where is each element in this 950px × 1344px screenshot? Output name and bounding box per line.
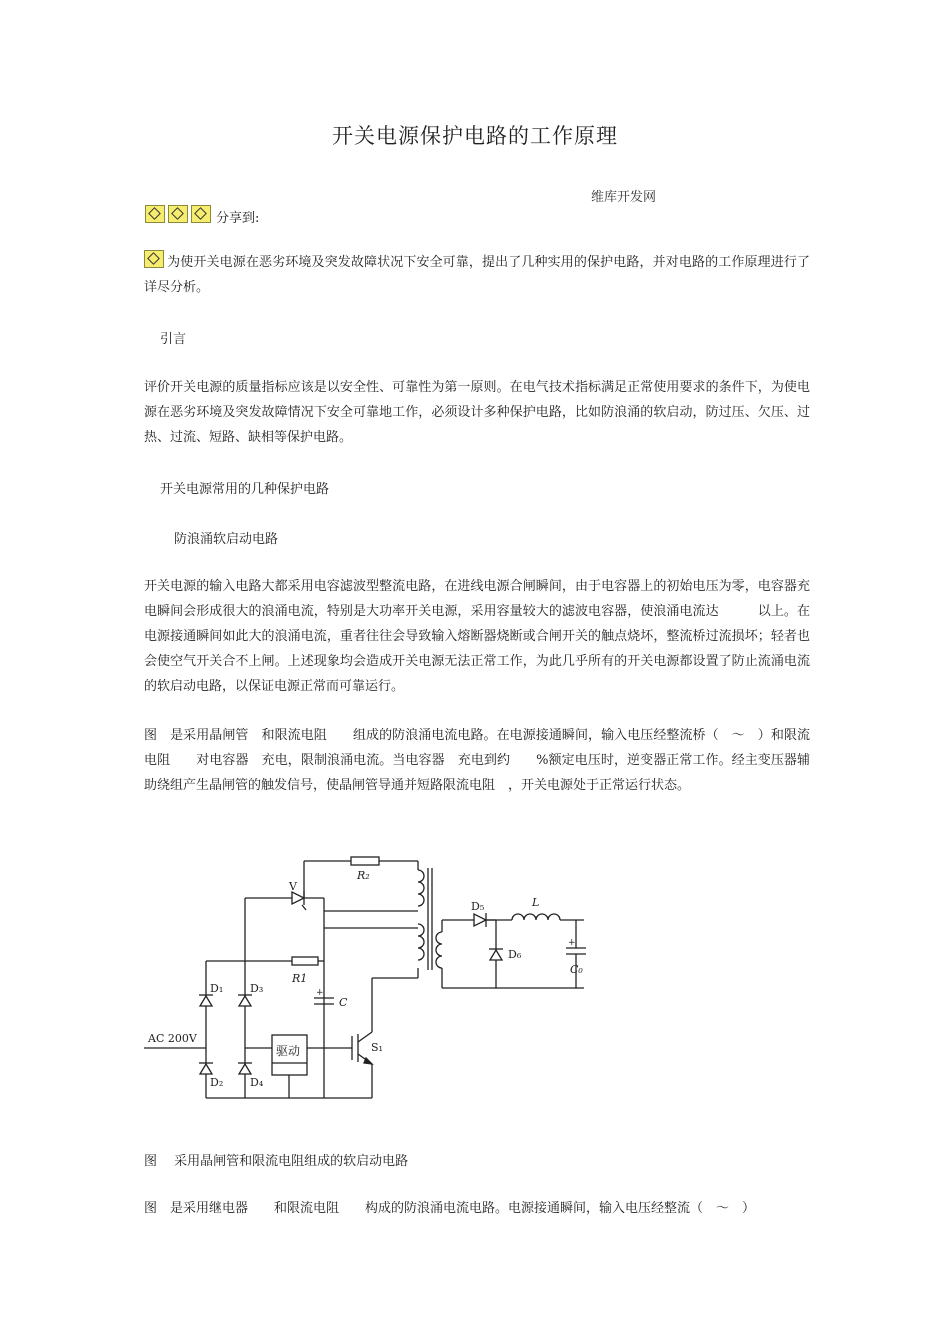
paragraph-3: 图 是采用继电器 和限流电阻 构成的防浪涌电流电路。电源接通瞬间，输入电压经整流（ ～ ） xyxy=(144,1201,756,1216)
intro-paragraph: 评价开关电源的质量指标应该是以安全性、可靠性为第一原则。在电气技术指标满足正常使用要求的条件下，为使电源在恶劣环境及突发故障情况下安全可靠地工作，必须设计多种保护电路，比如防浪涌的软启动，防过压、欠压、过热、过流、短路、缺相等保护电路。 xyxy=(144,380,810,445)
capacitor-co xyxy=(566,948,586,954)
soft-start-circuit-diagram xyxy=(144,848,594,1108)
switch-s1 xyxy=(352,1032,372,1064)
diode-d2 xyxy=(199,1063,213,1074)
resistor-r2 xyxy=(351,857,379,865)
section-heading: 开关电源常用的几种保护电路 xyxy=(160,482,330,497)
r1-label: R1 xyxy=(292,972,308,985)
r2-label: R₂ xyxy=(357,869,370,882)
d2-label: D₂ xyxy=(210,1076,224,1089)
s1-label: S₁ xyxy=(371,1041,383,1054)
share-label[interactable]: 分享到: xyxy=(216,211,260,226)
diode-d1 xyxy=(199,995,213,1006)
image-icon xyxy=(144,250,164,268)
abstract-paragraph xyxy=(144,250,810,300)
image-icon[interactable] xyxy=(191,205,211,223)
page-title: 开关电源保护电路的工作原理 xyxy=(332,124,618,148)
inductor-l xyxy=(512,914,560,920)
intro-heading: 引言 xyxy=(160,332,187,347)
paragraph-1: 开关电源的输入电路大都采用电容滤波型整流电路，在进线电源合闸瞬间，由于电容器上的初始电压为零，电容器充电瞬间会形成很大的浪涌电流，特别是大功率开关电源，采用容量较大的滤波电容器，使浪涌电流达 以上。在电源接通瞬间如此大的浪涌电流，重者往往会导致输入熔断器烧断或合闸开关的触点烧坏，整流桥过流损坏；轻者也会使空气开关合不上闸。上述现象均会造成开关电源无法正常工作，为此几乎所有的开关电源都设置了防止流涌电流的软启动电路，以保证电源正常而可靠运行。 xyxy=(144,579,810,694)
drive-label: 驱动 xyxy=(276,1044,301,1058)
figure-caption: 图 采用晶闸管和限流电阻组成的软启动电路 xyxy=(144,1154,409,1169)
co-label: C₀ xyxy=(570,963,583,976)
d6-label: D₆ xyxy=(508,948,522,961)
c-label: C xyxy=(339,996,348,1009)
image-icon[interactable] xyxy=(145,205,165,223)
d5-label: D₅ xyxy=(471,900,485,913)
abstract-text: 为使开关电源在恶劣环境及突发故障状况下安全可靠，提出了几种实用的保护电路，并对电路的工作原理进行了详尽分析。 xyxy=(144,255,810,295)
svg-text:+: + xyxy=(568,938,576,948)
v-label: V xyxy=(289,880,297,893)
d3-label: D₃ xyxy=(250,982,264,995)
l-label: L xyxy=(532,896,540,909)
share-row xyxy=(145,201,259,226)
svg-text:+: + xyxy=(316,988,324,998)
d1-label: D₁ xyxy=(210,982,224,995)
ac-input-label: AC 200V xyxy=(148,1032,197,1045)
source-label: 维库开发网 xyxy=(591,190,657,205)
resistor-r1 xyxy=(292,957,318,965)
transformer xyxy=(418,868,442,970)
diode-d4 xyxy=(238,1063,252,1074)
subsection-heading: 防浪涌软启动电路 xyxy=(174,532,279,547)
diode-d6 xyxy=(489,949,503,960)
d4-label: D₄ xyxy=(250,1076,264,1089)
image-icon[interactable] xyxy=(168,205,188,223)
diode-d3 xyxy=(238,995,252,1006)
diode-d5 xyxy=(474,913,486,927)
paragraph-2: 图 是采用晶闸管 和限流电阻 组成的防浪涌电流电路。在电源接通瞬间，输入电压经整流桥（ ～ ）和限流电阻 对电容器 充电，限制浪涌电流。当电容器 充电到约 %额定电压时，逆变器正常工作。经主变压器辅助绕组产生晶闸管的触发信号，使晶闸管导通并短路限流电阻 ，开关电源处于正常运行状态。 xyxy=(144,728,810,793)
